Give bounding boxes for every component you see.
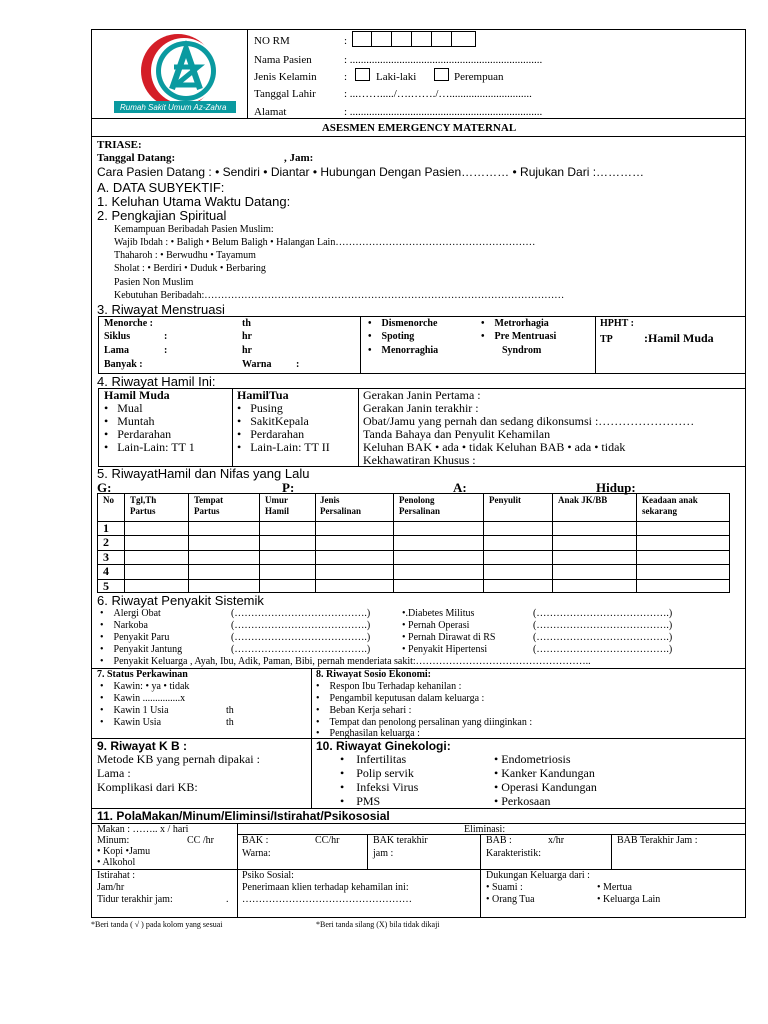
no-rm-label: NO RM xyxy=(254,35,290,47)
thaharoh[interactable]: Thaharoh : • Berwudhu • Tayamum xyxy=(114,250,256,261)
header-divider xyxy=(247,29,248,118)
lama-colon: : xyxy=(164,345,168,356)
lama-unit: hr xyxy=(242,345,252,356)
kebutuhan-beribadah[interactable]: Kebutuhan Beribadah:……………………………………………………………………………………………… xyxy=(114,290,565,301)
hospital-name: Rumah Sakit Umum Az-Zahra xyxy=(120,103,227,112)
keluhan-utama[interactable]: 1. Keluhan Utama Waktu Datang: xyxy=(97,194,291,209)
table-row[interactable]: 4 xyxy=(103,564,109,578)
sosio-item[interactable]: • Beban Kerja sehari : xyxy=(316,705,412,716)
hamil-ini-line[interactable]: Keluhan BAK • ada • tidak Keluhan BAB • ada • tidak xyxy=(363,440,626,454)
pre-mentruasi-option[interactable]: • Pre Mentruasi xyxy=(481,331,557,342)
divider xyxy=(595,316,596,374)
minum-unit: CC /hr xyxy=(187,835,214,846)
jk-male-checkbox[interactable] xyxy=(355,68,370,81)
kemampuan-beribadah: Kemampuan Beribadah Pasien Muslim: xyxy=(114,224,274,235)
sistemik-title: 6. Riwayat Penyakit Sistemik xyxy=(97,593,264,608)
alamat-field[interactable]: : ...................................................................... xyxy=(344,106,543,118)
sosio-item[interactable]: • Respon Ibu Terhadap kehanilan : xyxy=(316,681,462,692)
siklus-unit: hr xyxy=(242,331,252,342)
table-row[interactable]: 5 xyxy=(103,579,109,593)
tidur-terakhir[interactable]: Tidur terakhir jam: xyxy=(97,894,173,905)
jk-colon: : xyxy=(344,71,348,83)
sistemik-field[interactable]: (………………………………….) xyxy=(533,632,673,643)
penerimaan-label: Penerimaan klien terhadap kehamilan ini: xyxy=(242,882,409,893)
hamil-ini-line[interactable]: Obat/Jamu yang pernah dan sedang dikonsumsi :…………………… xyxy=(363,414,695,428)
ginekologi-item[interactable]: • Polip servik xyxy=(340,766,414,780)
sistemik-field[interactable]: (………………………………….) xyxy=(533,644,673,655)
bak-label[interactable]: BAK : xyxy=(242,835,269,846)
menorche-unit: th xyxy=(242,318,251,329)
hamil-tua-item[interactable]: • Perdarahan xyxy=(237,427,305,441)
ginekologi-item[interactable]: • Endometriosis xyxy=(494,752,571,766)
warna-label: Warna xyxy=(242,359,272,370)
col-header: Tempat Partus xyxy=(194,495,224,516)
hamil-ini-line[interactable]: Gerakan Janin Pertama : xyxy=(363,388,481,402)
penerimaan-field[interactable]: …………………………………………… xyxy=(242,894,412,905)
tanggal-datang[interactable]: Tanggal Datang: xyxy=(97,152,176,164)
spoting-option[interactable]: • Spoting xyxy=(368,331,415,342)
dukungan-mertua[interactable]: • Mertua xyxy=(597,882,632,893)
tgl-lahir-field[interactable]: : ...……...../….……./….............................. xyxy=(344,88,532,100)
gravida[interactable]: G: xyxy=(97,480,112,495)
sistemik-field[interactable]: (………………………………….) xyxy=(231,644,371,655)
bab-label[interactable]: BAB : xyxy=(486,835,512,846)
non-muslim: Pasien Non Muslim xyxy=(114,277,194,288)
table-row[interactable]: 1 xyxy=(103,521,109,535)
col-header: Penolong Persalinan xyxy=(399,495,441,516)
hpht-label[interactable]: HPHT : xyxy=(600,318,634,329)
jk-female-label: Perempuan xyxy=(454,71,504,83)
perkawinan-title: 7. Status Perkawinan xyxy=(97,669,188,680)
table-row[interactable]: 3 xyxy=(103,550,109,564)
kb-line[interactable]: Metode KB yang pernah dipakai : xyxy=(97,752,260,766)
dukungan-suami[interactable]: • Suami : xyxy=(486,882,523,893)
spiritual-title: 2. Pengkajian Spiritual xyxy=(97,208,227,223)
menorche-label: Menorche : xyxy=(104,318,153,329)
sholat[interactable]: Sholat : • Berdiri • Duduk • Berbaring xyxy=(114,263,266,274)
hamil-ini-line[interactable]: Kekhawatiran Khusus : xyxy=(363,453,476,467)
no-rm-colon: : xyxy=(344,35,348,47)
divider xyxy=(360,316,361,374)
perkawinan-item[interactable]: • Kawin ...............x xyxy=(100,693,186,704)
bab-karakteristik[interactable]: Karakteristik: xyxy=(486,848,541,859)
tp-label: TP xyxy=(600,334,613,345)
hamil-ini-line[interactable]: Gerakan Janin terakhir : xyxy=(363,401,479,415)
hamil-tua-item[interactable]: • SakitKepala xyxy=(237,414,309,428)
kawin-unit: th xyxy=(226,717,234,728)
tidur-dot: . xyxy=(226,894,229,905)
no-rm-boxes[interactable] xyxy=(352,31,476,47)
ginekologi-title: 10. Riwayat Ginekologi: xyxy=(316,739,451,753)
hamil-muda-item[interactable]: • Muntah xyxy=(104,414,155,428)
sistemik-field[interactable]: (………………………………….) xyxy=(533,620,673,631)
bab-terakhir[interactable]: BAB Terakhir Jam : xyxy=(617,835,698,846)
col-header: Jenis Persalinan xyxy=(320,495,362,516)
col-header: Penyulit xyxy=(489,495,522,505)
divider xyxy=(247,118,746,119)
sistemik-item[interactable]: • Penyakit Jantung xyxy=(100,644,183,655)
jam-datang[interactable]: , Jam: xyxy=(284,152,314,164)
form-title: ASESMEN EMERGENCY MATERNAL xyxy=(321,122,517,134)
para[interactable]: P: xyxy=(282,480,295,495)
col-header: Tgl,Th Partus xyxy=(130,495,157,516)
sosio-title: 8. Riwayat Sosio Ekonomi: xyxy=(316,669,432,680)
makan-field[interactable]: Makan : …….. x / hari xyxy=(97,824,189,835)
sosio-item[interactable]: • Tempat dan penolong persalinan yang diinginkan : xyxy=(316,717,533,728)
alkohol[interactable]: • Alkohol xyxy=(97,857,136,868)
sistemik-item[interactable]: • Penyakit Hipertensi xyxy=(402,644,488,655)
col-header: No xyxy=(103,495,114,505)
subjektif-title: A. DATA SUBYEKTIF: xyxy=(97,180,225,195)
ginekologi-item[interactable]: • PMS xyxy=(340,794,381,808)
sosio-item[interactable]: • Pengambil keputusan dalam keluarga : xyxy=(316,693,485,704)
nama-label: Nama Pasien xyxy=(254,54,312,66)
dukungan-keluarga-lain[interactable]: • Keluarga Lain xyxy=(597,894,661,905)
sistemik-field[interactable]: (………………………………….) xyxy=(231,608,371,619)
perkawinan-item[interactable]: • Kawin 1 Usia xyxy=(100,705,169,716)
ginekologi-item[interactable]: • Infertilitas xyxy=(340,752,407,766)
bak-jam[interactable]: jam : xyxy=(373,848,394,859)
kb-title: 9. Riwayat K B : xyxy=(97,739,188,753)
col-header: Keadaan anak sekarang xyxy=(642,495,698,516)
divider xyxy=(91,136,746,137)
divider xyxy=(232,388,233,467)
sosio-item[interactable]: • Penghasilan keluarga : xyxy=(316,728,420,739)
divider xyxy=(358,388,359,467)
hamil-tua-item[interactable]: • Lain-Lain: TT II xyxy=(237,440,330,454)
syndrom-label: Syndrom xyxy=(502,345,542,356)
banyak-label: Banyak : xyxy=(104,359,143,370)
sistemik-item[interactable]: •.Diabetes Militus xyxy=(402,608,475,619)
col-header: Anak JK/BB xyxy=(558,495,608,505)
sistemik-field[interactable]: (………………………………….) xyxy=(231,620,371,631)
kb-line[interactable]: Komplikasi dari KB: xyxy=(97,780,198,794)
perkawinan-item[interactable]: • Kawin Usia xyxy=(100,717,162,728)
hamil-muda-title: Hamil Muda xyxy=(104,388,170,402)
hospital-logo xyxy=(110,33,240,115)
perkawinan-item[interactable]: • Kawin: • ya • tidak xyxy=(100,681,190,692)
hamil-tua-item[interactable]: • Pusing xyxy=(237,401,283,415)
menorraghia-option[interactable]: • Menorraghia xyxy=(368,345,439,356)
ginekologi-item[interactable]: • Operasi Kandungan xyxy=(494,780,597,794)
ginekologi-item[interactable]: • Infeksi Virus xyxy=(340,780,419,794)
hamil-muda-item[interactable]: • Perdarahan xyxy=(104,427,172,441)
footer-note: *Beri tanda ( √ ) pada kolom yang sesuai xyxy=(91,920,223,929)
bak-unit: CC/hr xyxy=(315,835,340,846)
hamil-tua-title: HamilTua xyxy=(237,388,289,402)
wajib-ibadah[interactable]: Wajib Ibdah : • Baligh • Belum Baligh • Halangan Lain…………………………………………………… xyxy=(114,237,536,248)
divider xyxy=(91,118,247,119)
menstruasi-title: 3. Riwayat Menstruasi xyxy=(97,302,225,317)
sistemik-item[interactable]: • Alergi Obat xyxy=(100,608,161,619)
triase-title: TRIASE: xyxy=(97,139,142,151)
eliminasi-label: Eliminasi: xyxy=(464,824,506,835)
hamil-muda-tp[interactable]: :Hamil Muda xyxy=(644,331,714,345)
tgl-lahir-label: Tanggal Lahir xyxy=(254,88,316,100)
sistemik-field[interactable]: (………………………………….) xyxy=(231,632,371,643)
minum-label[interactable]: Minum: xyxy=(97,835,130,846)
bak-warna[interactable]: Warna: xyxy=(242,848,271,859)
dukungan-label: Dukungan Keluarga dari : xyxy=(486,870,590,881)
cara-datang[interactable]: Cara Pasien Datang : • Sendiri • Diantar • Hubungan Dengan Pasien………… • Rujukan Dari :………… xyxy=(97,165,645,179)
jk-male-label: Laki-laki xyxy=(376,71,417,83)
alamat-label: Alamat xyxy=(254,106,287,118)
lama-label: Lama xyxy=(104,345,129,356)
kb-line[interactable]: Lama : xyxy=(97,766,131,780)
sistemik-item[interactable]: • Pernah Operasi xyxy=(402,620,470,631)
penyakit-keluarga[interactable]: • Penyakit Keluarga , Ayah, Ibu, Adik, Paman, Bibi, pernah menderiata sakit:…………………………………………….. xyxy=(100,656,591,667)
ginekologi-item[interactable]: • Perkosaan xyxy=(494,794,551,808)
siklus-colon: : xyxy=(164,331,168,342)
hamil-muda-item[interactable]: • Mual xyxy=(104,401,143,415)
istirahat-label: Istirahat : xyxy=(97,870,136,881)
bab-unit: x/hr xyxy=(548,835,565,846)
table-row[interactable]: 2 xyxy=(103,535,109,549)
hamil-ini-title: 4. Riwayat Hamil Ini: xyxy=(97,374,216,389)
jk-label: Jenis Kelamin xyxy=(254,71,317,83)
nama-field[interactable]: : ...................................................................... xyxy=(344,54,543,66)
ginekologi-item[interactable]: • Kanker Kandungan xyxy=(494,766,595,780)
warna-colon: : xyxy=(296,359,300,370)
metrorhagia-option[interactable]: • Metrorhagia xyxy=(481,318,549,329)
hamil-ini-line: Tanda Bahaya dan Penyulit Kehamilan xyxy=(363,427,551,441)
bak-terakhir[interactable]: BAK terakhir xyxy=(373,835,428,846)
pola-title: 11. PolaMakan/Minum/Eliminsi/Istirahat/Psikososial xyxy=(97,809,390,823)
dukungan-orangtua[interactable]: • Orang Tua xyxy=(486,894,535,905)
hidup[interactable]: Hidup: xyxy=(596,480,636,495)
footer-note: *Beri tanda silang (X) bila tidak dikaji xyxy=(316,920,440,929)
abortus[interactable]: A: xyxy=(453,480,467,495)
sistemik-item[interactable]: • Penyakit Paru xyxy=(100,632,170,643)
siklus-label: Siklus xyxy=(104,331,131,342)
sistemik-item[interactable]: • Pernah Dirawat di RS xyxy=(402,632,496,643)
sistemik-field[interactable]: (………………………………….) xyxy=(533,608,673,619)
sistemik-item[interactable]: • Narkoba xyxy=(100,620,148,631)
psiko-label: Psiko Sosial: xyxy=(242,870,294,881)
jk-female-checkbox[interactable] xyxy=(434,68,449,81)
col-header: Umur Hamil xyxy=(265,495,289,516)
hamil-muda-item[interactable]: • Lain-Lain: TT 1 xyxy=(104,440,195,454)
istirahat-jam[interactable]: Jam/hr xyxy=(97,882,125,893)
nifas-title: 5. RiwayatHamil dan Nifas yang Lalu xyxy=(97,466,310,481)
kawin-unit: th xyxy=(226,705,234,716)
kopi-jamu[interactable]: • Kopi •Jamu xyxy=(97,846,151,857)
dismenorche-option[interactable]: • Dismenorche xyxy=(368,318,438,329)
